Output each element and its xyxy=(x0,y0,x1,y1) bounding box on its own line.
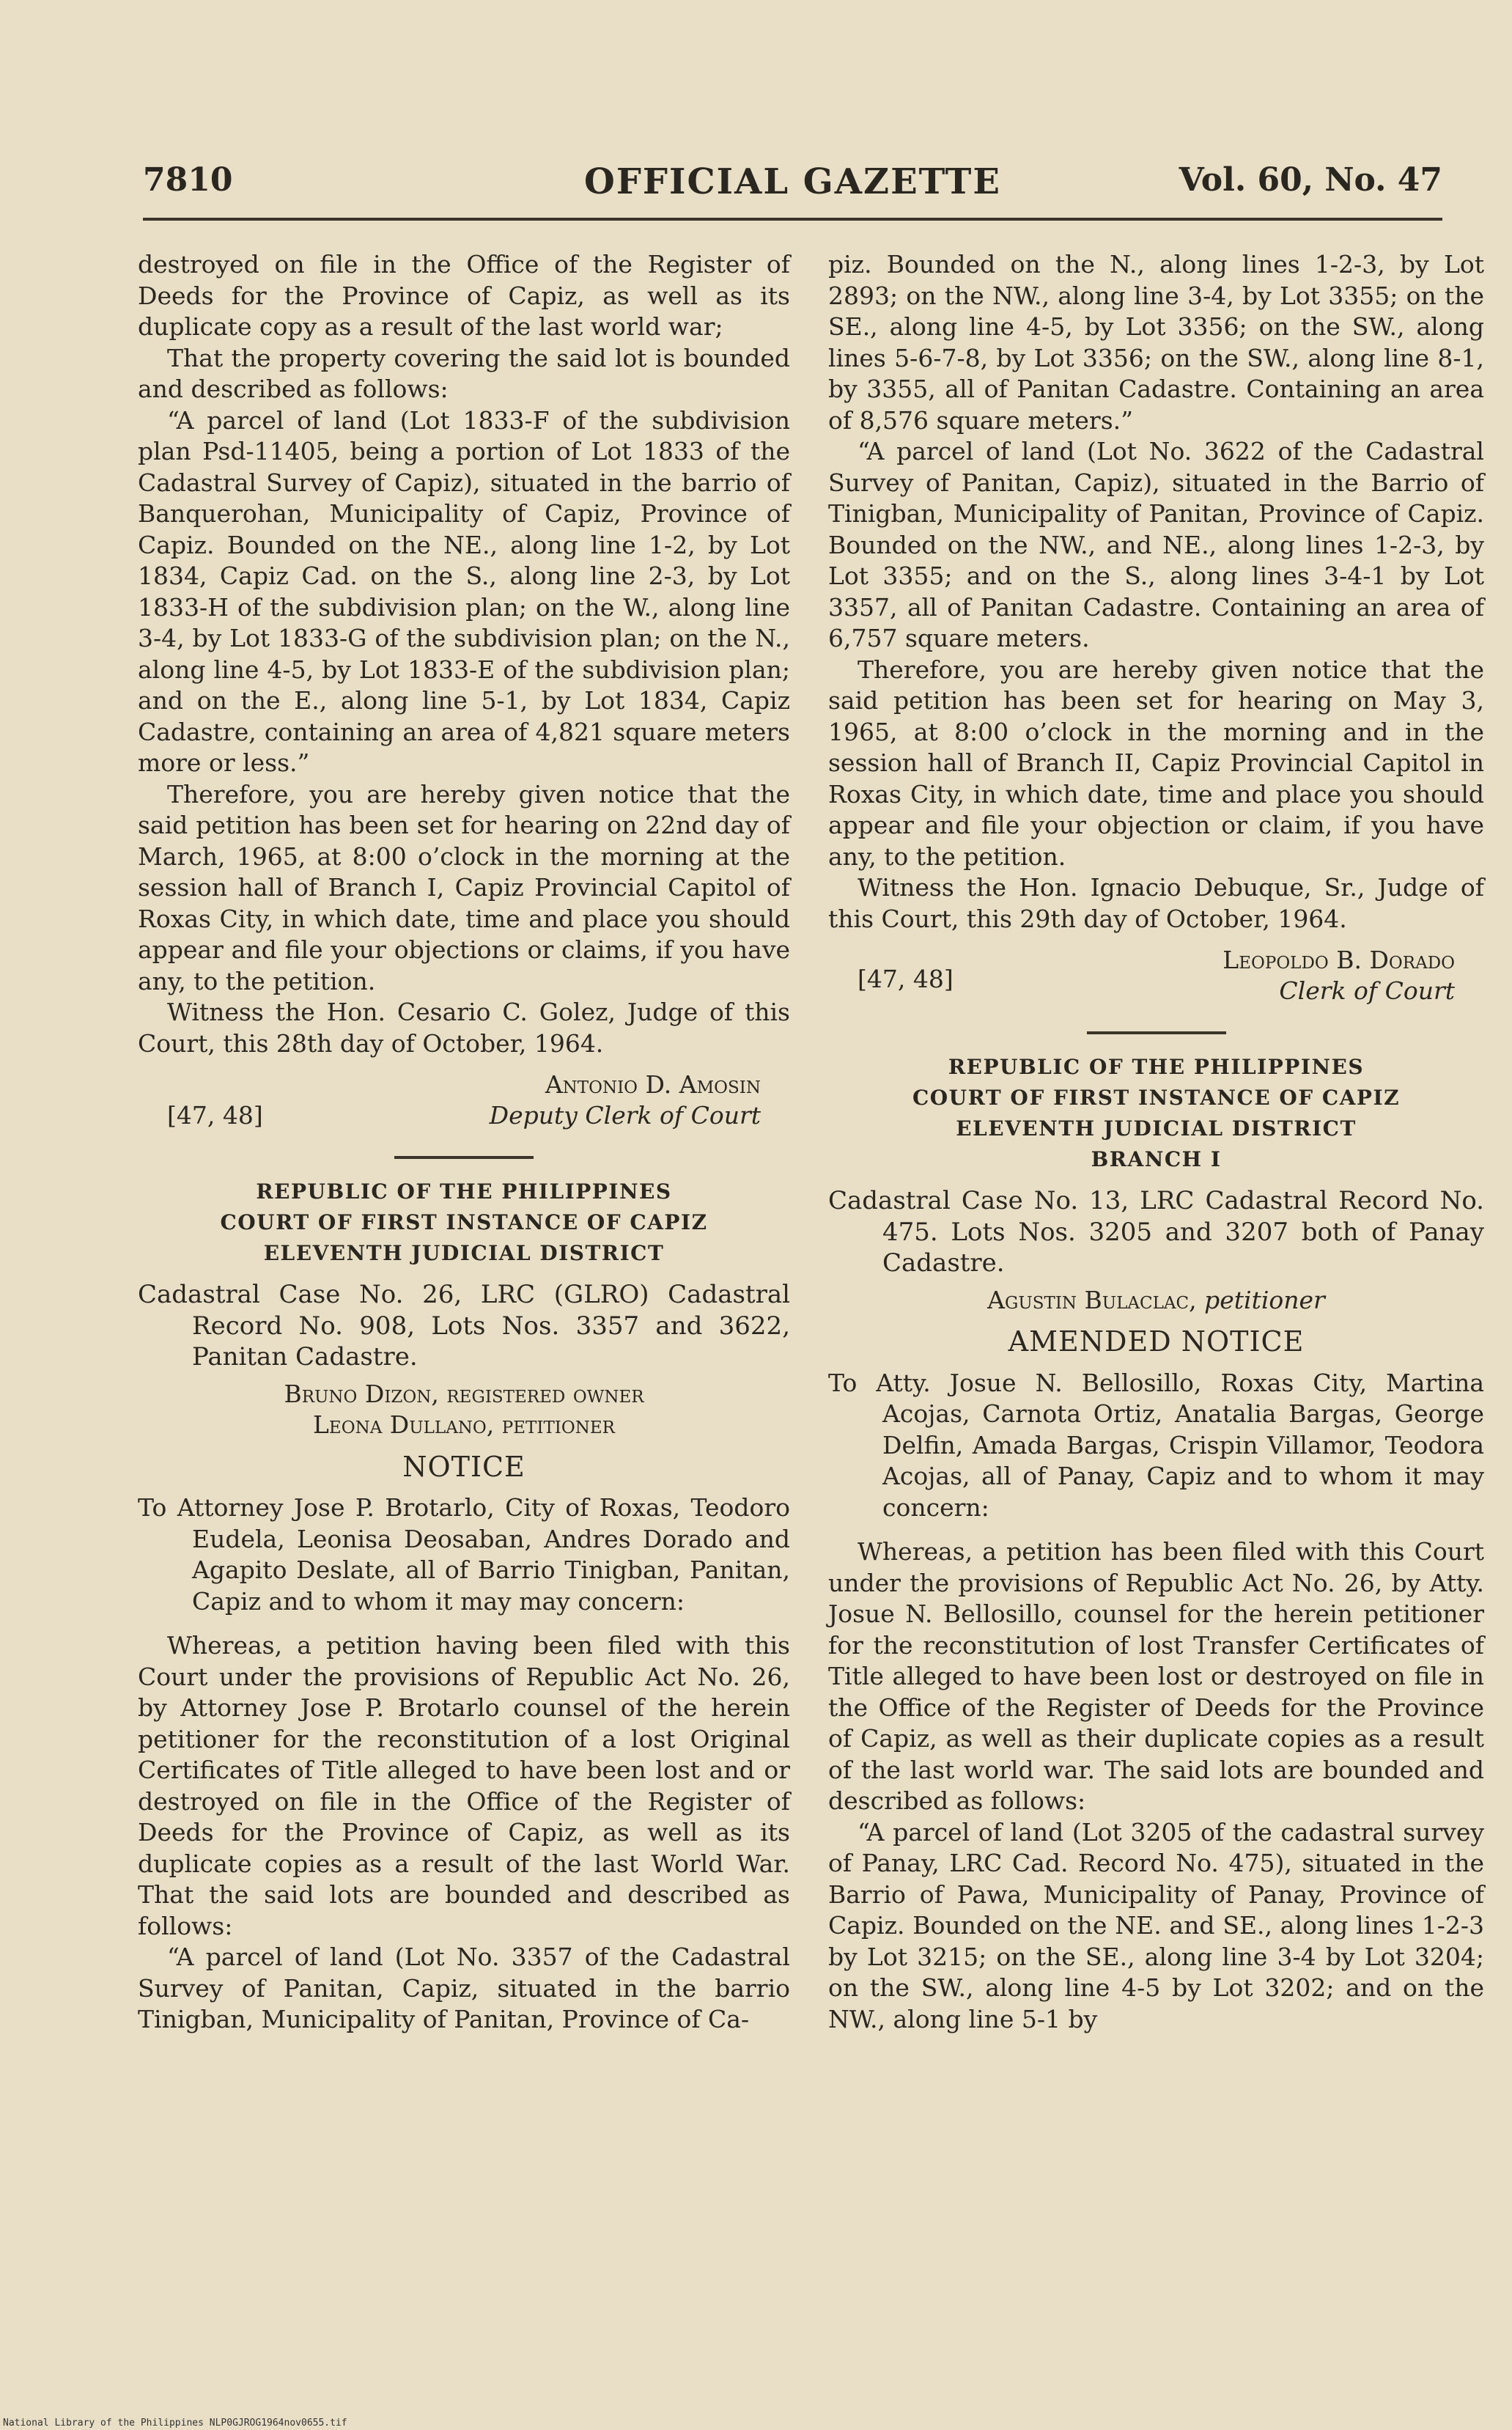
signatory-title: Clerk of Court xyxy=(1279,976,1455,1005)
header-rule xyxy=(143,218,1442,221)
paragraph: Therefore, you are hereby given notice that the said petition has been set for hearing on May 3, 1965, at 8:00 o’clock in the morning and in the session hall of Branch II, Capiz Provincial Capitol in Roxas City, in which date, time and place you should appear and file your objection or claim, if you have any, to the petition. xyxy=(828,655,1484,871)
case-title: Cadastral Case No. 26, LRC (GLRO) Cadastral Record No. 908, Lots Nos. 3357 and 3622, Panitan Cadastre. xyxy=(138,1280,790,1372)
paragraph: Whereas, a petition having been filed with this Court under the provisions of Republic Act No. 26, by Attorney Jose P. Brotarlo counsel of the herein petitioner for the reconstitution of a lost Original Certificates of Title alleged to have been lost and or destroyed on file in the Office of the Register of Deeds for the Province of Capiz, as well as its duplicate copies as a result of the last World War. That the said lots are bounded and described as follows: xyxy=(138,1631,790,1940)
paragraph: “A parcel of land (Lot No. 3357 of the Cadastral Survey of Panitan, Capiz, situated in the barrio Tinigban, Municipality of Panitan, Province of Ca- xyxy=(138,1943,790,2033)
paragraph: Witness the Hon. Cesario C. Golez, Judge of this Court, this 28th day of October, 1964. xyxy=(138,998,790,1058)
volume-number: Vol. 60, No. 47 xyxy=(1179,161,1442,199)
petitioner: Leona Dullano, petitioner xyxy=(313,1410,615,1439)
petitioner-role: petitioner xyxy=(1204,1285,1325,1314)
addressees: To Atty. Josue N. Bellosillo, Roxas City, Martina Acojas, Carnota Ortiz, Anatalia Bargas, George Delfin, Amada Bargas, Crispin Villamor, Teodora Acojas, all of Panay, Capiz and to whom it may concern: xyxy=(828,1368,1484,1522)
court-line: COURT OF FIRST INSTANCE OF CAPIZ xyxy=(912,1086,1401,1110)
court-line: BRANCH I xyxy=(1091,1147,1222,1171)
issue-reference: [47, 48] xyxy=(167,1101,263,1130)
page-header xyxy=(143,161,1442,213)
court-line: REPUBLIC OF THE PHILIPPINES xyxy=(256,1179,672,1204)
registered-owner: Bruno Dizon, registered owner xyxy=(284,1379,644,1408)
section-divider xyxy=(394,1156,534,1159)
notice-heading: AMENDED NOTICE xyxy=(1008,1325,1305,1358)
right-column xyxy=(828,249,1484,2035)
petitioner-name: Agustin Bulaclac, xyxy=(987,1285,1197,1314)
case-title: Cadastral Case No. 13, LRC Cadastral Record No. 475. Lots Nos. 3205 and 3207 both of Panay Cadastre. xyxy=(828,1186,1484,1278)
signatory-name: Antonio D. Amosin xyxy=(545,1070,761,1099)
paragraph: Therefore, you are hereby given notice that the said petition has been set for hearing on 22nd day of March, 1965, at 8:00 o’clock in the morning at the session hall of Branch I, Capiz Provincial Capitol of Roxas City, in which date, time and place you should appear and file your objections or claims, if you have any, to the petition. xyxy=(138,779,790,995)
court-line: ELEVENTH JUDICIAL DISTRICT xyxy=(263,1241,665,1265)
court-line: COURT OF FIRST INSTANCE OF CAPIZ xyxy=(220,1210,708,1234)
court-heading xyxy=(828,1052,1484,1175)
page-number: 7810 xyxy=(143,161,233,199)
signature-block xyxy=(828,945,1484,1009)
signature-block xyxy=(138,1069,790,1134)
paragraph: piz. Bounded on the N., along lines 1-2-3, by Lot 2893; on the NW., along line 3-4, by Lot 3355; on the SE., along line 4-5, by Lot 3356; on the SW., along lines 5-6-7-8, by Lot 3356; on the SW., along line 8-1, by 3355, all of Panitan Cadastre. Containing an area of 8,576 square meters.” xyxy=(828,250,1484,435)
scan-footer: National Library of the Philippines NLP0GJROG1964nov0655.tif xyxy=(3,2418,347,2429)
notice-heading: NOTICE xyxy=(402,1450,525,1483)
court-line: REPUBLIC OF THE PHILIPPINES xyxy=(948,1055,1365,1079)
paragraph: “A parcel of land (Lot 1833-F of the subdivision plan Psd-11405, being a portion of Lot 1833 of the Cadastral Survey of Capiz), situated in the barrio of Banquerohan, Municipality of Capiz, Province of Capiz. Bounded on the NE., along line 1-2, by Lot 1834, Capiz Cad. on the S., along line 2-3, by Lot 1833-H of the subdivision plan; on the W., along line 3-4, by Lot 1833-G of the subdivision plan; on the N., along line 4-5, by Lot 1833-E of the subdivision plan; and on the E., along line 5-1, by Lot 1834, Capiz Cadastre, containing an area of 4,821 square meters more or less.” xyxy=(138,405,790,777)
signatory-name: Leopoldo B. Dorado xyxy=(1222,946,1455,974)
paragraph: “A parcel of land (Lot 3205 of the cadastral survey of Panay, LRC Cad. Record No. 475), situated in the Barrio of Pawa, Municipality of Panay, Province of Capiz. Bounded on the NE. and SE., along lines 1-2-3 by Lot 3215; on the SE., along line 3-4 by Lot 3204; on the SW., along line 4-5 by Lot 3202; and on the NW., along line 5-1 by xyxy=(828,1817,1484,2033)
paragraph: destroyed on file in the Office of the Register of Deeds for the Province of Capiz, as well as its duplicate copy as a result of the last world war; xyxy=(138,250,790,341)
section-divider xyxy=(1087,1031,1226,1034)
issue-reference: [47, 48] xyxy=(858,965,954,993)
addressees: To Attorney Jose P. Brotarlo, City of Roxas, Teodoro Eudela, Leonisa Deosaban, Andres Dorado and Agapito Deslate, all of Barrio Tinigban, Panitan, Capiz and to whom it may may concern: xyxy=(138,1493,790,1616)
publication-title: OFFICIAL GAZETTE xyxy=(584,161,1001,202)
paragraph: Whereas, a petition has been filed with this Court under the provisions of Republic Act No. 26, by Atty. Josue N. Bellosillo, counsel for the herein petitioner for the reconstitution of lost Transfer Certificates of Title alleged to have been lost or destroyed on file in the Office of the Register of Deeds for the Province of Capiz, as well as their duplicate copies as a result of the last world war. The said lots are bounded and described as follows: xyxy=(828,1537,1484,1815)
paragraph: Witness the Hon. Ignacio Debuque, Sr., Judge of this Court, this 29th day of October, 1964. xyxy=(828,873,1484,933)
parties xyxy=(138,1379,790,1441)
paragraph: That the property covering the said lot is bounded and described as follows: xyxy=(138,343,790,403)
parties xyxy=(828,1285,1484,1317)
court-line: ELEVENTH JUDICIAL DISTRICT xyxy=(956,1116,1357,1141)
paragraph: “A parcel of land (Lot No. 3622 of the Cadastral Survey of Panitan, Capiz), situated in the Barrio of Tinigban, Municipality of Panitan, Province of Capiz. Bounded on the NW., and NE., along lines 1-2-3, by Lot 3355; and on the S., along lines 3-4-1 by Lot 3357, all of Panitan Cadastre. Containing an area of 6,757 square meters. xyxy=(828,437,1484,652)
left-column xyxy=(138,249,790,2036)
signatory-title: Deputy Clerk of Court xyxy=(489,1101,761,1130)
court-heading xyxy=(138,1177,790,1269)
